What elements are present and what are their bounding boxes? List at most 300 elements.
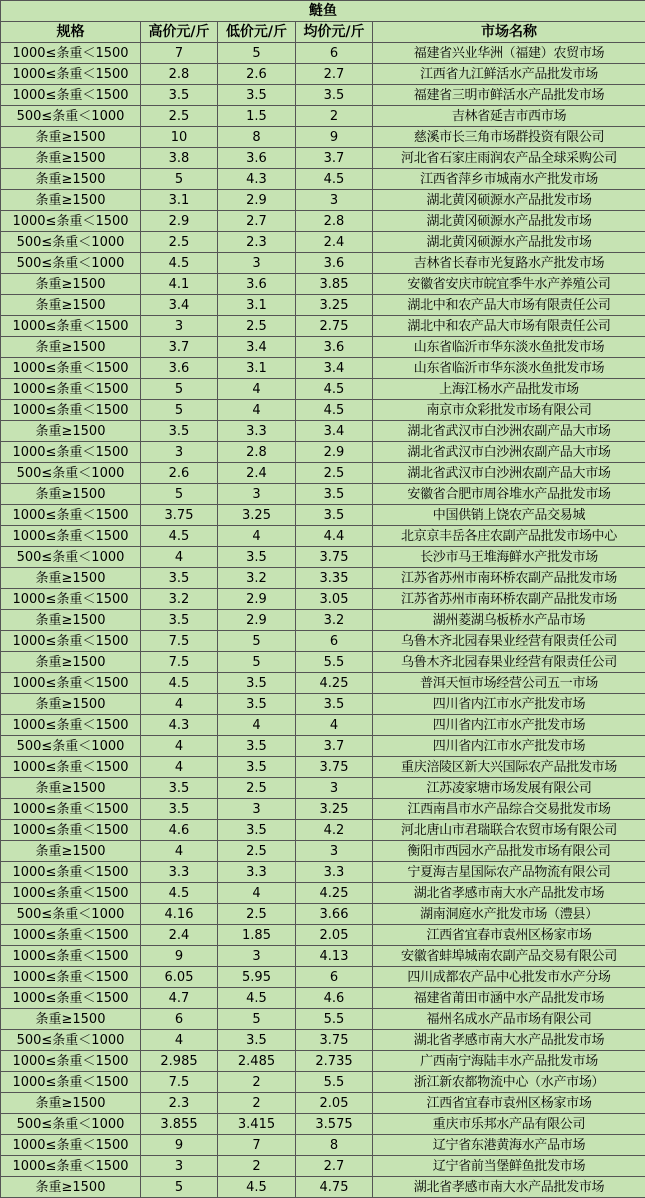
market-cell: 山东省临沂市华东淡水鱼批发市场 [373,358,645,379]
high-price-cell: 3 [141,1156,218,1177]
spec-cell: 条重≥1500 [1,568,141,589]
table-row [1,379,645,400]
avg-price-cell: 4.2 [296,820,373,841]
spec-cell: 1000≤条重＜1500 [1,820,141,841]
market-cell: 河北省石家庄雨润农产品全球采购公司 [373,148,645,169]
table-row [1,1177,645,1198]
avg-price-cell: 3.5 [296,85,373,106]
spec-cell: 1000≤条重＜1500 [1,43,141,64]
avg-price-cell: 3.5 [296,484,373,505]
low-price-cell: 4 [218,526,296,547]
avg-price-cell: 9 [296,127,373,148]
table-row [1,610,645,631]
avg-price-cell: 2.75 [296,316,373,337]
spec-cell: 1000≤条重＜1500 [1,925,141,946]
market-cell: 北京京丰岳各庄农副产品批发市场中心 [373,526,645,547]
table-row [1,106,645,127]
spec-cell: 1000≤条重＜1500 [1,442,141,463]
spec-cell: 500≤条重＜1000 [1,1030,141,1051]
table-row [1,1114,645,1135]
market-cell: 江西省萍乡市城南水产批发市场 [373,169,645,190]
market-cell: 重庆市乐邦水产品有限公司 [373,1114,645,1135]
avg-price-cell: 5.5 [296,1009,373,1030]
spec-cell: 1000≤条重＜1500 [1,211,141,232]
high-price-cell: 4 [141,1030,218,1051]
table-row [1,547,645,568]
spec-cell: 500≤条重＜1000 [1,463,141,484]
high-price-cell: 2.5 [141,106,218,127]
spec-cell: 1000≤条重＜1500 [1,862,141,883]
avg-price-cell: 3.5 [296,694,373,715]
market-cell: 湖北省孝感市南大水产品批发市场 [373,1177,645,1198]
avg-price-cell: 2 [296,106,373,127]
spec-cell: 500≤条重＜1000 [1,106,141,127]
low-price-cell: 3.6 [218,274,296,295]
market-cell: 湖北黄冈硕源水产品批发市场 [373,211,645,232]
low-price-cell: 3.6 [218,148,296,169]
high-price-cell: 3.5 [141,568,218,589]
market-cell: 辽宁省前当堡鲜鱼批发市场 [373,1156,645,1177]
avg-price-cell: 4.4 [296,526,373,547]
spec-cell: 1000≤条重＜1500 [1,358,141,379]
high-price-cell: 3 [141,316,218,337]
table-row [1,211,645,232]
spec-cell: 500≤条重＜1000 [1,1114,141,1135]
high-price-cell: 3.5 [141,799,218,820]
market-cell: 江西省九江鲜活水产品批发市场 [373,64,645,85]
spec-cell: 500≤条重＜1000 [1,736,141,757]
table-row [1,148,645,169]
table-row [1,694,645,715]
high-price-cell: 3.3 [141,862,218,883]
low-price-cell: 3.3 [218,862,296,883]
high-price-cell: 5 [141,379,218,400]
avg-price-cell: 3 [296,778,373,799]
market-cell: 湖北省武汉市白沙洲农副产品大市场 [373,442,645,463]
low-price-cell: 3 [218,484,296,505]
market-cell: 重庆涪陵区新大兴国际农产品批发市场 [373,757,645,778]
low-price-cell: 3.5 [218,757,296,778]
high-price-cell: 3.5 [141,610,218,631]
avg-price-cell: 3 [296,190,373,211]
avg-price-cell: 3.575 [296,1114,373,1135]
spec-cell: 1000≤条重＜1500 [1,946,141,967]
avg-price-cell: 3.4 [296,358,373,379]
spec-cell: 条重≥1500 [1,484,141,505]
high-price-cell: 4 [141,736,218,757]
spec-cell: 条重≥1500 [1,274,141,295]
table-row [1,1156,645,1177]
high-price-cell: 2.9 [141,211,218,232]
table-row [1,883,645,904]
table-body [1,43,645,1198]
market-cell: 江苏凌家塘市场发展有限公司 [373,778,645,799]
table-row [1,505,645,526]
low-price-cell: 3.2 [218,568,296,589]
table-row [1,232,645,253]
low-price-cell: 3.5 [218,547,296,568]
market-cell: 湖南洞庭水产批发市场（澧县） [373,904,645,925]
avg-price-cell: 2.05 [296,925,373,946]
high-price-cell: 7.5 [141,1072,218,1093]
high-price-cell: 6 [141,1009,218,1030]
low-price-cell: 3.5 [218,1030,296,1051]
high-price-cell: 2.985 [141,1051,218,1072]
spec-cell: 1000≤条重＜1500 [1,1072,141,1093]
avg-price-cell: 2.735 [296,1051,373,1072]
high-price-cell: 4.1 [141,274,218,295]
avg-price-cell: 3.4 [296,421,373,442]
high-price-cell: 4.7 [141,988,218,1009]
spec-cell: 1000≤条重＜1500 [1,379,141,400]
spec-cell: 1000≤条重＜1500 [1,85,141,106]
low-price-cell: 7 [218,1135,296,1156]
spec-cell: 1000≤条重＜1500 [1,988,141,1009]
spec-cell: 1000≤条重＜1500 [1,400,141,421]
market-cell: 江苏省苏州市南环桥农副产品批发市场 [373,568,645,589]
market-cell: 普洱天恒市场经营公司五一市场 [373,673,645,694]
market-cell: 宁夏海吉星国际农产品物流有限公司 [373,862,645,883]
market-cell: 四川成都农产品中心批发市水产分场 [373,967,645,988]
table-row [1,673,645,694]
avg-price-cell: 3.75 [296,757,373,778]
market-cell: 四川省内江市水产批发市场 [373,694,645,715]
low-price-cell: 4 [218,400,296,421]
table-row [1,841,645,862]
market-cell: 江西省宜春市袁州区杨家市场 [373,925,645,946]
table-row [1,463,645,484]
header-spec: 规格 [1,22,141,43]
market-cell: 江西南昌市水产品综合交易批发市场 [373,799,645,820]
low-price-cell: 3.3 [218,421,296,442]
market-cell: 慈溪市长三角市场群投资有限公司 [373,127,645,148]
spec-cell: 条重≥1500 [1,841,141,862]
avg-price-cell: 6 [296,967,373,988]
high-price-cell: 6.05 [141,967,218,988]
avg-price-cell: 4.13 [296,946,373,967]
high-price-cell: 4.5 [141,673,218,694]
avg-price-cell: 2.7 [296,64,373,85]
low-price-cell: 3.4 [218,337,296,358]
high-price-cell: 3.75 [141,505,218,526]
high-price-cell: 7 [141,43,218,64]
table-row [1,967,645,988]
table-row [1,631,645,652]
table-row [1,1051,645,1072]
market-cell: 乌鲁木齐北园春果业经营有限责任公司 [373,652,645,673]
high-price-cell: 4.5 [141,526,218,547]
low-price-cell: 3.5 [218,85,296,106]
high-price-cell: 4.5 [141,253,218,274]
market-cell: 福州名成水产品市场有限公司 [373,1009,645,1030]
table-row [1,169,645,190]
low-price-cell: 3.25 [218,505,296,526]
spec-cell: 条重≥1500 [1,295,141,316]
low-price-cell: 2.9 [218,589,296,610]
avg-price-cell: 4.25 [296,673,373,694]
avg-price-cell: 3.75 [296,547,373,568]
table-row [1,190,645,211]
table-title: 鲢鱼 [1,1,645,22]
table-row [1,442,645,463]
low-price-cell: 3.1 [218,295,296,316]
spec-cell: 条重≥1500 [1,148,141,169]
low-price-cell: 3.5 [218,694,296,715]
market-cell: 浙江新农都物流中心（水产市场） [373,1072,645,1093]
avg-price-cell: 2.5 [296,463,373,484]
high-price-cell: 3 [141,442,218,463]
header-high-price: 高价元/斤 [141,22,218,43]
avg-price-cell: 6 [296,631,373,652]
avg-price-cell: 3.6 [296,253,373,274]
avg-price-cell: 3 [296,841,373,862]
spec-cell: 条重≥1500 [1,169,141,190]
high-price-cell: 2.8 [141,64,218,85]
header-low-price: 低价元/斤 [218,22,296,43]
avg-price-cell: 5.5 [296,652,373,673]
avg-price-cell: 3.35 [296,568,373,589]
table-row [1,1072,645,1093]
avg-price-cell: 4.5 [296,400,373,421]
low-price-cell: 5 [218,43,296,64]
table-row [1,862,645,883]
low-price-cell: 5 [218,1009,296,1030]
spec-cell: 1000≤条重＜1500 [1,673,141,694]
market-cell: 福建省兴业华洲（福建）农贸市场 [373,43,645,64]
table-row [1,757,645,778]
table-row [1,925,645,946]
spec-cell: 1000≤条重＜1500 [1,589,141,610]
market-cell: 湖北省孝感市南大水产品批发市场 [373,883,645,904]
high-price-cell: 4 [141,694,218,715]
avg-price-cell: 4.5 [296,169,373,190]
low-price-cell: 2.5 [218,778,296,799]
high-price-cell: 2.4 [141,925,218,946]
market-cell: 广西南宁海陆丰水产品批发市场 [373,1051,645,1072]
table-row [1,568,645,589]
low-price-cell: 2.6 [218,64,296,85]
market-cell: 湖北省孝感市南大水产品批发市场 [373,1030,645,1051]
low-price-cell: 3.415 [218,1114,296,1135]
spec-cell: 条重≥1500 [1,652,141,673]
high-price-cell: 4.3 [141,715,218,736]
avg-price-cell: 3.5 [296,505,373,526]
high-price-cell: 5 [141,1177,218,1198]
low-price-cell: 2.9 [218,610,296,631]
market-cell: 辽宁省东港黄海水产品市场 [373,1135,645,1156]
avg-price-cell: 2.05 [296,1093,373,1114]
high-price-cell: 3.7 [141,337,218,358]
spec-cell: 1000≤条重＜1500 [1,1135,141,1156]
avg-price-cell: 2.9 [296,442,373,463]
table-row [1,337,645,358]
avg-price-cell: 3.85 [296,274,373,295]
low-price-cell: 2 [218,1156,296,1177]
avg-price-cell: 6 [296,43,373,64]
high-price-cell: 10 [141,127,218,148]
spec-cell: 条重≥1500 [1,337,141,358]
low-price-cell: 4 [218,883,296,904]
spec-cell: 1000≤条重＜1500 [1,316,141,337]
low-price-cell: 2.4 [218,463,296,484]
table-row [1,904,645,925]
low-price-cell: 1.5 [218,106,296,127]
table-header-row [1,22,645,43]
avg-price-cell: 3.75 [296,1030,373,1051]
high-price-cell: 3.855 [141,1114,218,1135]
market-cell: 湖北中和农产品大市场有限责任公司 [373,316,645,337]
high-price-cell: 4 [141,757,218,778]
avg-price-cell: 8 [296,1135,373,1156]
avg-price-cell: 4.5 [296,379,373,400]
table-row [1,736,645,757]
high-price-cell: 2.6 [141,463,218,484]
low-price-cell: 4.3 [218,169,296,190]
table-row [1,400,645,421]
spec-cell: 1000≤条重＜1500 [1,715,141,736]
high-price-cell: 7.5 [141,631,218,652]
table-row [1,1093,645,1114]
spec-cell: 条重≥1500 [1,421,141,442]
low-price-cell: 1.85 [218,925,296,946]
avg-price-cell: 4.25 [296,883,373,904]
table-row [1,778,645,799]
spec-cell: 条重≥1500 [1,190,141,211]
low-price-cell: 3 [218,799,296,820]
table-row [1,127,645,148]
high-price-cell: 4 [141,841,218,862]
spec-cell: 条重≥1500 [1,1009,141,1030]
low-price-cell: 4.5 [218,988,296,1009]
table-row [1,988,645,1009]
spec-cell: 1000≤条重＜1500 [1,526,141,547]
avg-price-cell: 2.8 [296,211,373,232]
low-price-cell: 2.5 [218,841,296,862]
spec-cell: 条重≥1500 [1,127,141,148]
table-row [1,43,645,64]
low-price-cell: 3.5 [218,673,296,694]
table-row [1,484,645,505]
low-price-cell: 2.3 [218,232,296,253]
table-row [1,421,645,442]
low-price-cell: 2.7 [218,211,296,232]
spec-cell: 1000≤条重＜1500 [1,631,141,652]
low-price-cell: 4 [218,379,296,400]
table-row [1,799,645,820]
spec-cell: 条重≥1500 [1,610,141,631]
high-price-cell: 2.3 [141,1093,218,1114]
high-price-cell: 3.1 [141,190,218,211]
table-row [1,1135,645,1156]
spec-cell: 1000≤条重＜1500 [1,64,141,85]
avg-price-cell: 3.6 [296,337,373,358]
low-price-cell: 4 [218,715,296,736]
avg-price-cell: 2.4 [296,232,373,253]
spec-cell: 500≤条重＜1000 [1,253,141,274]
spec-cell: 1000≤条重＜1500 [1,1051,141,1072]
low-price-cell: 5 [218,631,296,652]
low-price-cell: 2 [218,1072,296,1093]
market-cell: 南京市众彩批发市场有限公司 [373,400,645,421]
low-price-cell: 8 [218,127,296,148]
low-price-cell: 2.5 [218,316,296,337]
market-cell: 中国供销上饶农产品交易城 [373,505,645,526]
table-row [1,652,645,673]
market-cell: 吉林省长春市光复路水产批发市场 [373,253,645,274]
low-price-cell: 2.485 [218,1051,296,1072]
low-price-cell: 2.8 [218,442,296,463]
avg-price-cell: 5.5 [296,1072,373,1093]
low-price-cell: 3 [218,946,296,967]
spec-cell: 条重≥1500 [1,1177,141,1198]
table-row [1,1030,645,1051]
header-avg-price: 均价元/斤 [296,22,373,43]
low-price-cell: 3.5 [218,820,296,841]
spec-cell: 1000≤条重＜1500 [1,757,141,778]
market-cell: 四川省内江市水产批发市场 [373,736,645,757]
market-cell: 湖州菱湖乌板桥水产品市场 [373,610,645,631]
market-cell: 江苏省苏州市南环桥农副产品批发市场 [373,589,645,610]
market-cell: 湖北省武汉市白沙洲农副产品大市场 [373,421,645,442]
spec-cell: 1000≤条重＜1500 [1,505,141,526]
table-row [1,85,645,106]
market-cell: 河北唐山市君瑞联合农贸市场有限公司 [373,820,645,841]
table-row [1,1009,645,1030]
market-cell: 安徽省蚌埠城南农副产品交易有限公司 [373,946,645,967]
market-cell: 湖北省武汉市白沙洲农副产品大市场 [373,463,645,484]
market-cell: 福建省三明市鲜活水产品批发市场 [373,85,645,106]
table-row [1,946,645,967]
high-price-cell: 9 [141,1135,218,1156]
high-price-cell: 4.5 [141,883,218,904]
header-market-name: 市场名称 [373,22,645,43]
market-cell: 衡阳市西园水产品批发市场有限公司 [373,841,645,862]
high-price-cell: 5 [141,169,218,190]
low-price-cell: 5.95 [218,967,296,988]
low-price-cell: 5 [218,652,296,673]
market-cell: 乌鲁木齐北园春果业经营有限责任公司 [373,631,645,652]
spec-cell: 1000≤条重＜1500 [1,967,141,988]
table-row [1,253,645,274]
market-cell: 江西省宜春市袁州区杨家市场 [373,1093,645,1114]
high-price-cell: 3.2 [141,589,218,610]
spec-cell: 1000≤条重＜1500 [1,883,141,904]
market-cell: 吉林省延吉市西市场 [373,106,645,127]
high-price-cell: 4 [141,547,218,568]
market-cell: 湖北黄冈硕源水产品批发市场 [373,190,645,211]
low-price-cell: 2 [218,1093,296,1114]
table-row [1,295,645,316]
table-row [1,526,645,547]
avg-price-cell: 3.25 [296,799,373,820]
spec-cell: 1000≤条重＜1500 [1,799,141,820]
market-cell: 上海江杨水产品批发市场 [373,379,645,400]
market-cell: 四川省内江市水产批发市场 [373,715,645,736]
market-cell: 山东省临沂市华东淡水鱼批发市场 [373,337,645,358]
table-row [1,715,645,736]
table-row [1,274,645,295]
avg-price-cell: 4.6 [296,988,373,1009]
high-price-cell: 3.5 [141,421,218,442]
high-price-cell: 4.6 [141,820,218,841]
avg-price-cell: 3.66 [296,904,373,925]
spec-cell: 条重≥1500 [1,694,141,715]
high-price-cell: 3.4 [141,295,218,316]
table-title-row [1,1,645,22]
high-price-cell: 4.16 [141,904,218,925]
spec-cell: 条重≥1500 [1,1093,141,1114]
high-price-cell: 2.5 [141,232,218,253]
